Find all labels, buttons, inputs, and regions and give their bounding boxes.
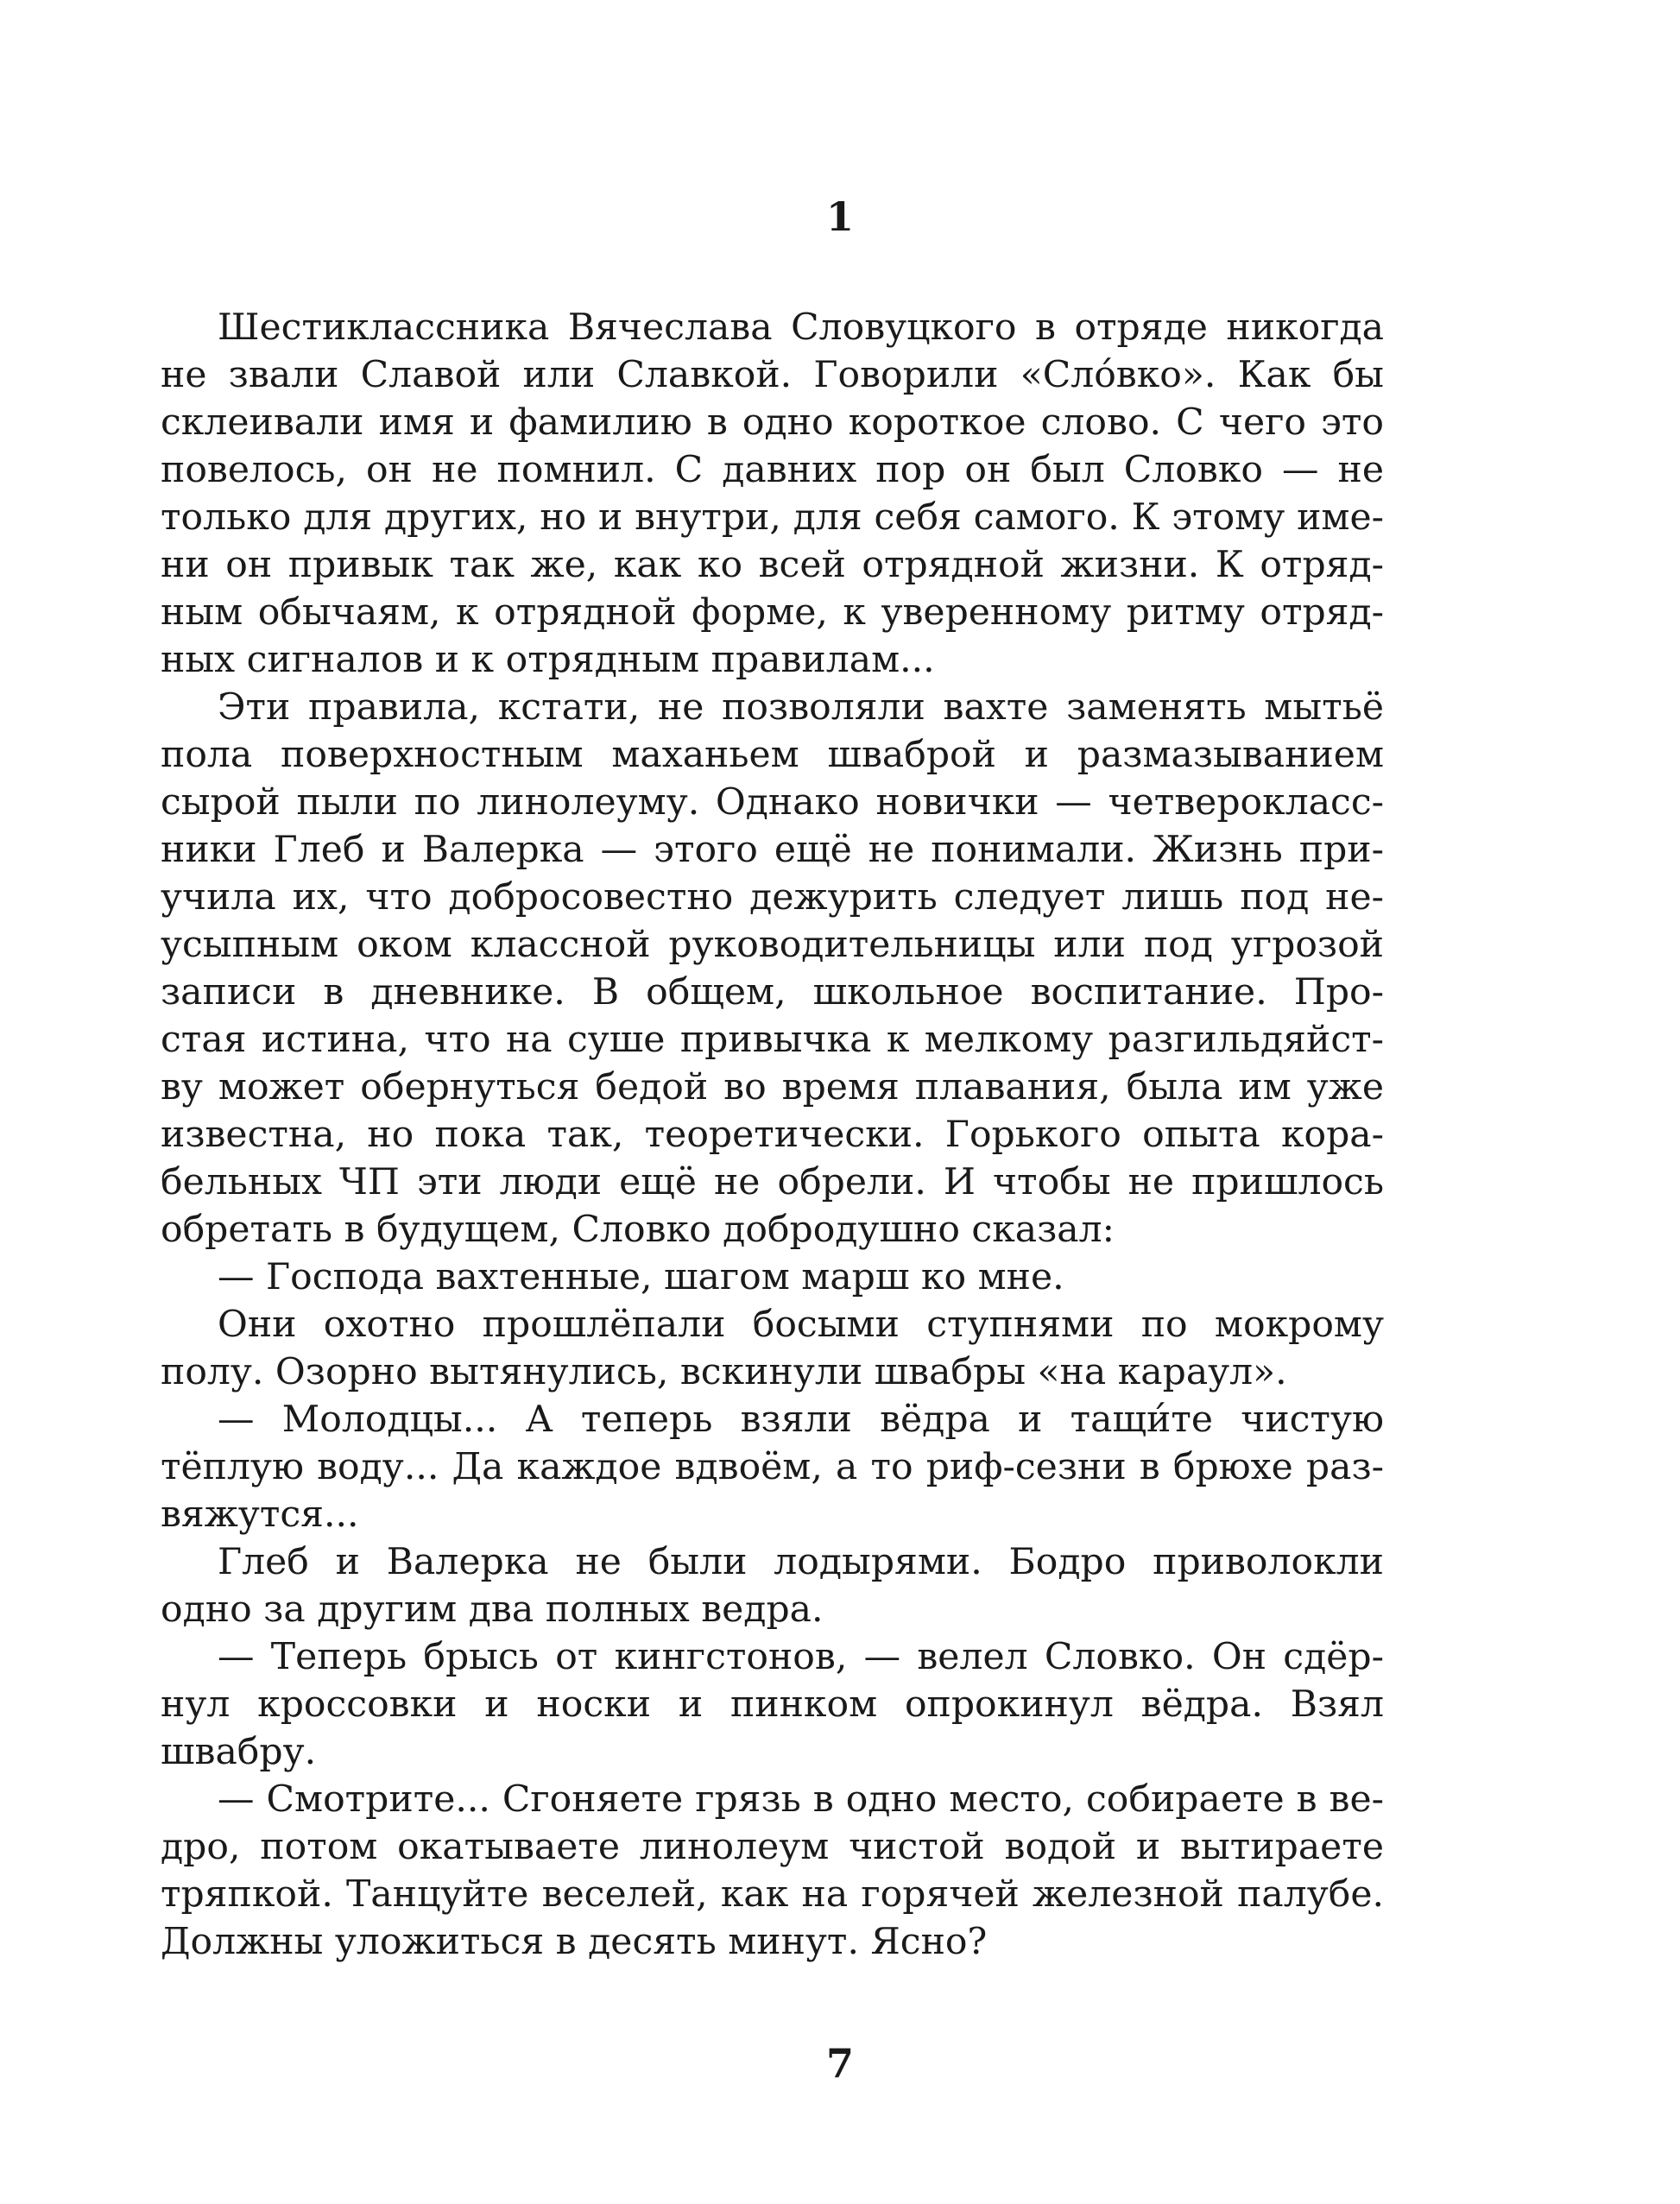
text-line: ни он привык так же, как ко всей отрядной жизни. К отряд-	[161, 544, 1384, 586]
text-line: — Смотрите... Сгоняете грязь в одно место, собираете в ве-	[218, 1778, 1384, 1821]
text-line: одно за другим два полных ведра.	[161, 1588, 824, 1631]
text-line: стая истина, что на суше привычка к мелкому разгильдяйст-	[161, 1019, 1384, 1061]
text-line: дро, потом окатываете линолеум чистой водой и вытираете	[161, 1826, 1384, 1868]
text-line: нул кроссовки и носки и пинком опрокинул вёдра. Взял	[161, 1683, 1384, 1726]
text-line: — Молодцы... А теперь взяли вёдра и тащи́те чистую	[218, 1399, 1384, 1441]
text-line: тёплую воду... Да каждое вдвоём, а то риф-сезни в брюхе раз-	[161, 1446, 1384, 1488]
text-line: ным обычаям, к отрядной форме, к уверенному ритму отряд-	[161, 591, 1384, 634]
text-line: Глеб и Валерка не были лодырями. Бодро приволокли	[218, 1541, 1384, 1583]
text-line: вяжутся...	[161, 1494, 359, 1536]
text-line: — Теперь брысь от кингстонов, — велел Словко. Он сдёр-	[218, 1636, 1384, 1678]
text-line: обретать в будущем, Словко добродушно сказал:	[161, 1209, 1115, 1251]
text-line: повелось, он не помнил. С давних пор он был Словко — не	[161, 449, 1384, 491]
text-line: полу. Озорно вытянулись, вскинули швабры «на караул».	[161, 1351, 1287, 1393]
text-line: склеивали имя и фамилию в одно короткое слово. С чего это	[161, 401, 1384, 444]
text-line: Эти правила, кстати, не позволяли вахте заменять мытьё	[218, 686, 1384, 729]
text-line: швабру.	[161, 1731, 317, 1773]
text-line: ных сигналов и к отрядным правилам...	[161, 639, 935, 681]
text-line: сырой пыли по линолеуму. Однако новички — четверокласс-	[161, 781, 1384, 824]
text-line: пола поверхностным маханьем шваброй и размазыванием	[161, 734, 1384, 776]
text-line: учила их, что добросовестно дежурить следует лишь под не-	[161, 876, 1384, 919]
text-line: — Господа вахтенные, шагом марш ко мне.	[218, 1256, 1064, 1298]
text-line: ву может обернуться бедой во время плавания, была им уже	[161, 1066, 1384, 1108]
text-line: известна, но пока так, теоретически. Горького опыта кора-	[161, 1114, 1384, 1156]
text-line: Они охотно прошлёпали босыми ступнями по мокрому	[218, 1304, 1384, 1346]
text-line: не звали Славой или Славкой. Говорили «Сло́вко». Как бы	[161, 354, 1384, 396]
text-line: бельных ЧП эти люди ещё не обрели. И чтобы не пришлось	[161, 1161, 1384, 1203]
text-line: записи в дневнике. В общем, школьное воспитание. Про-	[161, 971, 1384, 1014]
text-line: ники Глеб и Валерка — этого ещё не понимали. Жизнь при-	[161, 829, 1384, 871]
text-line: усыпным оком классной руководительницы или под угрозой	[161, 924, 1384, 966]
body-text	[161, 304, 1384, 1966]
text-line: Должны уложиться в десять минут. Ясно?	[161, 1921, 988, 1963]
text-line: только для других, но и внутри, для себя самого. К этому име-	[161, 496, 1384, 539]
chapter-number: 1	[825, 193, 854, 240]
text-line: Шестиклассника Вячеслава Словуцкого в отряде никогда	[218, 306, 1384, 349]
page-number: 7	[825, 2040, 854, 2087]
text-line: тряпкой. Танцуйте веселей, как на горячей железной палубе.	[161, 1873, 1384, 1916]
